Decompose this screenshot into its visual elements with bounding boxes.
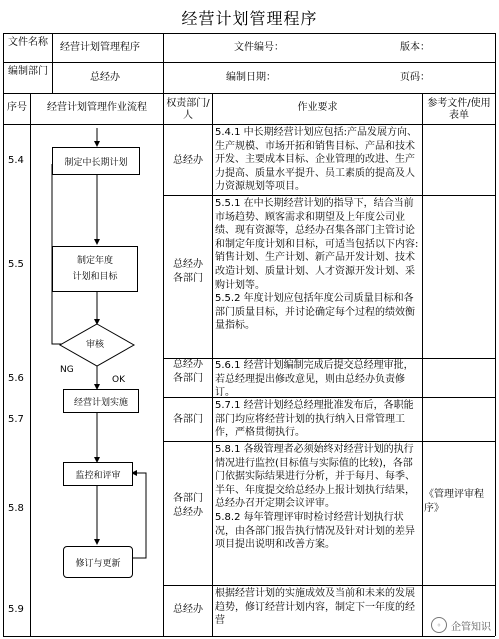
requirement-cell [215, 126, 420, 194]
owner-cell: 总经办 各部门 [173, 359, 203, 384]
flow-decision-label: 审核 [85, 340, 104, 350]
requirement-cell [215, 443, 420, 552]
row-number: 5.6 [8, 373, 24, 384]
flow-ok-label: OK [112, 375, 125, 385]
row-number: 5.9 [8, 604, 24, 615]
flow-step-annual-plan: 制定年度 计划和目标 [52, 246, 138, 292]
date-label: 编制日期： [226, 72, 276, 83]
document-title: 经营计划管理程序 [181, 9, 318, 28]
flow-step-long-term-plan: 制定中长期计划 [52, 147, 140, 175]
version-label: 版本： [400, 42, 430, 53]
flow-feedback-loop [132, 473, 146, 558]
owner-cell: 各部门 总经办 [173, 493, 203, 518]
dept-label: 编制部门 [8, 66, 48, 77]
flow-step-revision: 修订与更新 [63, 546, 133, 578]
owner-cell: 总经办 各部门 [173, 259, 203, 284]
file-no-label: 文件编号： [234, 42, 284, 53]
watermark-text: 企管知识 [451, 621, 491, 633]
requirement-cell [215, 587, 420, 628]
flow-ng-label: NG [60, 365, 74, 375]
col-header-owner: 权责部门/人 [166, 98, 210, 121]
owner-cell: 总经办 [173, 604, 203, 615]
col-header-requirements: 作业要求 [297, 102, 338, 113]
requirement-text: 5.5.2 年度计划应包括年度公司质量目标和各部门质量目标，并讨论确定每个过程的绩效衡量指标。 [215, 293, 415, 332]
file-name-label: 文件名称 [8, 37, 48, 48]
table-vline [163, 33, 164, 636]
table-hline [3, 62, 495, 63]
page-label: 页码： [400, 72, 430, 83]
table-vline [212, 93, 213, 636]
requirement-text: 5.6.1 经营计划编制完成后提交总经理审批，若总经理提出修改意见，则由总经办负责修订。 [215, 360, 414, 399]
table-vline [422, 93, 423, 636]
reference-cell: 《管理评审程序》 [424, 489, 484, 514]
row-number: 5.7 [8, 414, 24, 425]
col-header-flow: 经营计划管理作业流程 [47, 102, 147, 113]
row-number: 5.5 [8, 259, 24, 270]
col-header-no: 序号 [7, 102, 27, 113]
row-number: 5.4 [8, 155, 24, 166]
owner-cell: 总经办 [173, 155, 203, 166]
row-number: 5.8 [8, 503, 24, 514]
owner-cell: 各部门 [173, 414, 203, 425]
table-border-bottom [3, 636, 495, 637]
requirement-cell [215, 399, 420, 440]
requirement-text: 根据经营计划的实施成效及当前和未来的发展趋势，修订经营计划内容，制定下一年度的经营 [215, 588, 415, 627]
watermark [431, 617, 491, 633]
requirement-cell [215, 197, 420, 333]
dept-value: 总经办 [90, 72, 120, 83]
chat-bubble-icon: ◦ [431, 617, 447, 633]
flow-step-implementation: 经营计划实施 [63, 389, 139, 413]
table-border-top [3, 33, 495, 34]
table-border-right [495, 33, 496, 636]
requirement-text: 5.8.2 每年管理评审时检讨经营计划执行状况，由各部门报告执行情况及针对计划的差异项目提出说明和改善方案。 [215, 511, 415, 551]
col-header-reference: 参考文件/使用表单 [427, 98, 491, 121]
file-name-value: 经营计划管理程序 [60, 42, 140, 53]
table-vline [52, 33, 53, 93]
requirement-cell [215, 359, 420, 400]
requirement-text: 5.7.1 经营计划经总经理批准发布后，各职能部门均应将经营计划的执行纳入日常管理工作，严格贯彻执行。 [215, 400, 414, 439]
flow-step-monitoring: 监控和评审 [63, 462, 133, 486]
table-border-left [3, 33, 4, 636]
requirement-text: 5.8.1 各级管理者必须始终对经营计划的执行情况进行监控(目标值与实际值的比较)，各部门依据实际结果进行分析，并于每月、每季、半年、年度提交给总经办上报计划执行结果，总经办召开定期会议评审。 [215, 444, 415, 510]
requirement-text: 5.5.1 在中长期经营计划的指导下，结合当前市场趋势、顾客需求和期望及上年度公司业绩、现有资源等，总经办召集各部门主管讨论和制定年度计划和目标，可适当包括以下内容:销售计划、生产计划、新产品开发计划、技术改造计划、质量计划、人才资源开发计划、采购计划等。 [215, 198, 419, 291]
requirement-text: 5.4.1 中长期经营计划应包括:产品发展方向、生产规模、市场开拓和销售目标、产品和技术开发、主要成本目标、企业管理的改进、生产力提高、质量水平提升、员工素质的提高及人力资源规划等项目。 [215, 127, 417, 193]
